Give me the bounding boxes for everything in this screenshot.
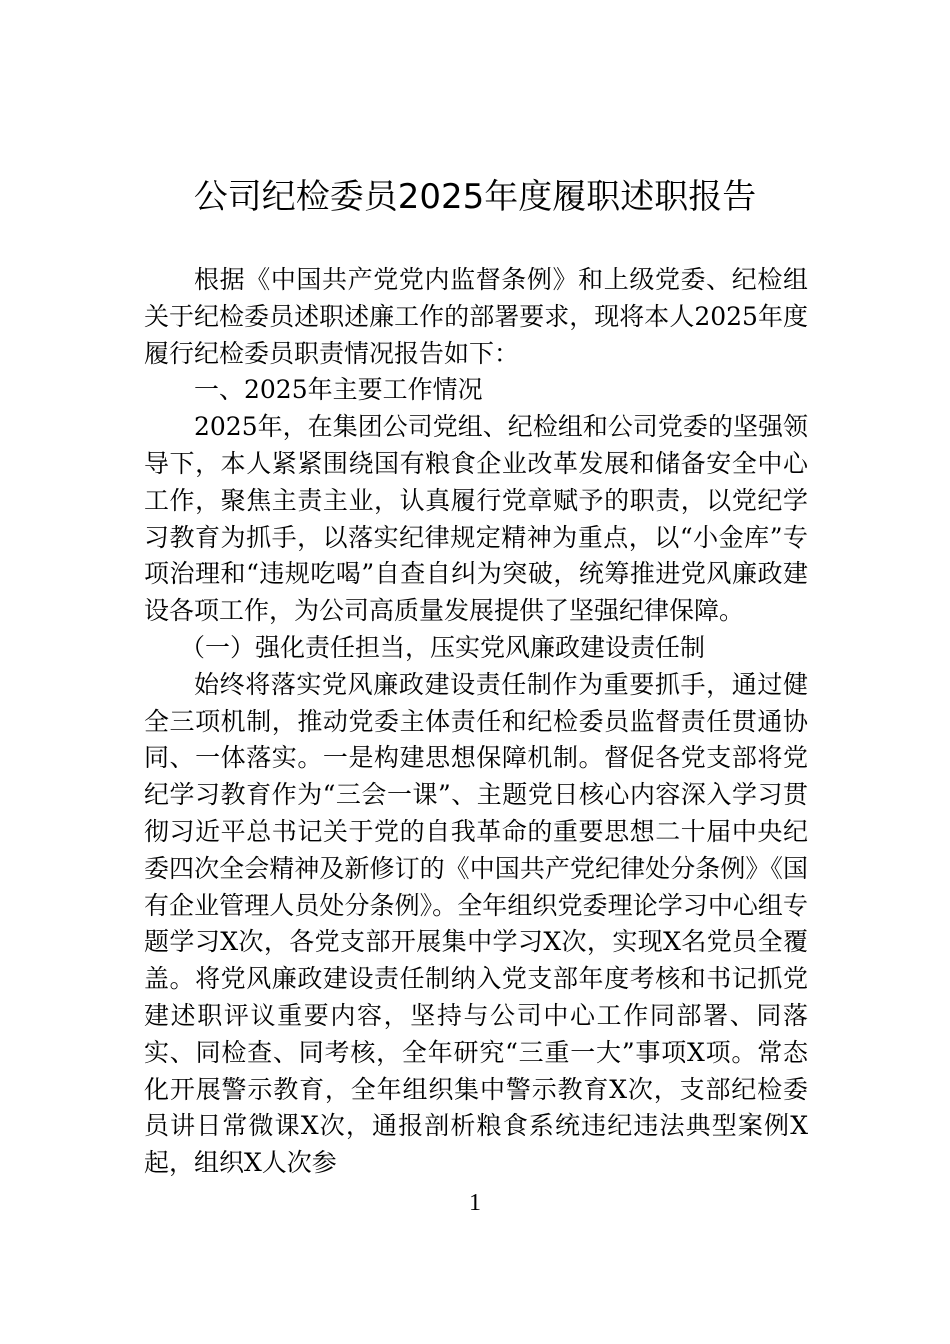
subsection-paragraph: 始终将落实党风廉政建设责任制作为重要抓手，通过健全三项机制，推动党委主体责任和纪检委员监督责任贯通协同、一体落实。一是构建思想保障机制。督促各党支部将党纪学习教育作为“三会一课”、主题党日核心内容深入学习贯彻习近平总书记关于党的自我革命的重要思想二十届中央纪委四次全会精神及新修订的《中国共产党纪律处分条例》《国有企业管理人员处分条例》。全年组织党委理论学习中心组专题学习X次，各党支部开展集中学习X次，实现X名党员全覆盖。将党风廉政建设责任制纳入党支部年度考核和书记抓党建述职评议重要内容，坚持与公司中心工作同部署、同落实、同检查、同考核，全年研究“三重一大”事项X项。常态化开展警示教育，全年组织集中警示教育X次，支部纪检委员讲日常微课X次，通报剖析粮食系统违纪违法典型案例X起，组织X人次参 [144,669,808,1178]
section-heading: 一、2025年主要工作情况 [194,375,483,405]
subsection-heading: （一）强化责任担当，压实党风廉政建设责任制 [180,632,706,662]
section-paragraph: 2025年，在集团公司党组、纪检组和公司党委的坚强领导下，本人紧紧围绕国有粮食企业改革发展和储备安全中心工作，聚焦主责主业，认真履行党章赋予的职责，以党纪学习教育为抓手，以落实纪律规定精神为重点，以“小金库”专项治理和“违规吃喝”自查自纠为突破，统筹推进党风廉政建设各项工作，为公司高质量发展提供了坚强纪律保障。 [144,412,808,626]
document-title: 公司纪检委员2025年度履职述职报告 [193,177,757,217]
intro-paragraph: 根据《中国共产党党内监督条例》和上级党委、纪检组关于纪检委员述职述廉工作的部署要求，现将本人2025年度履行纪检委员职责情况报告如下： [144,265,808,368]
page-number: 1 [469,1190,481,1216]
document-body [144,262,808,1182]
